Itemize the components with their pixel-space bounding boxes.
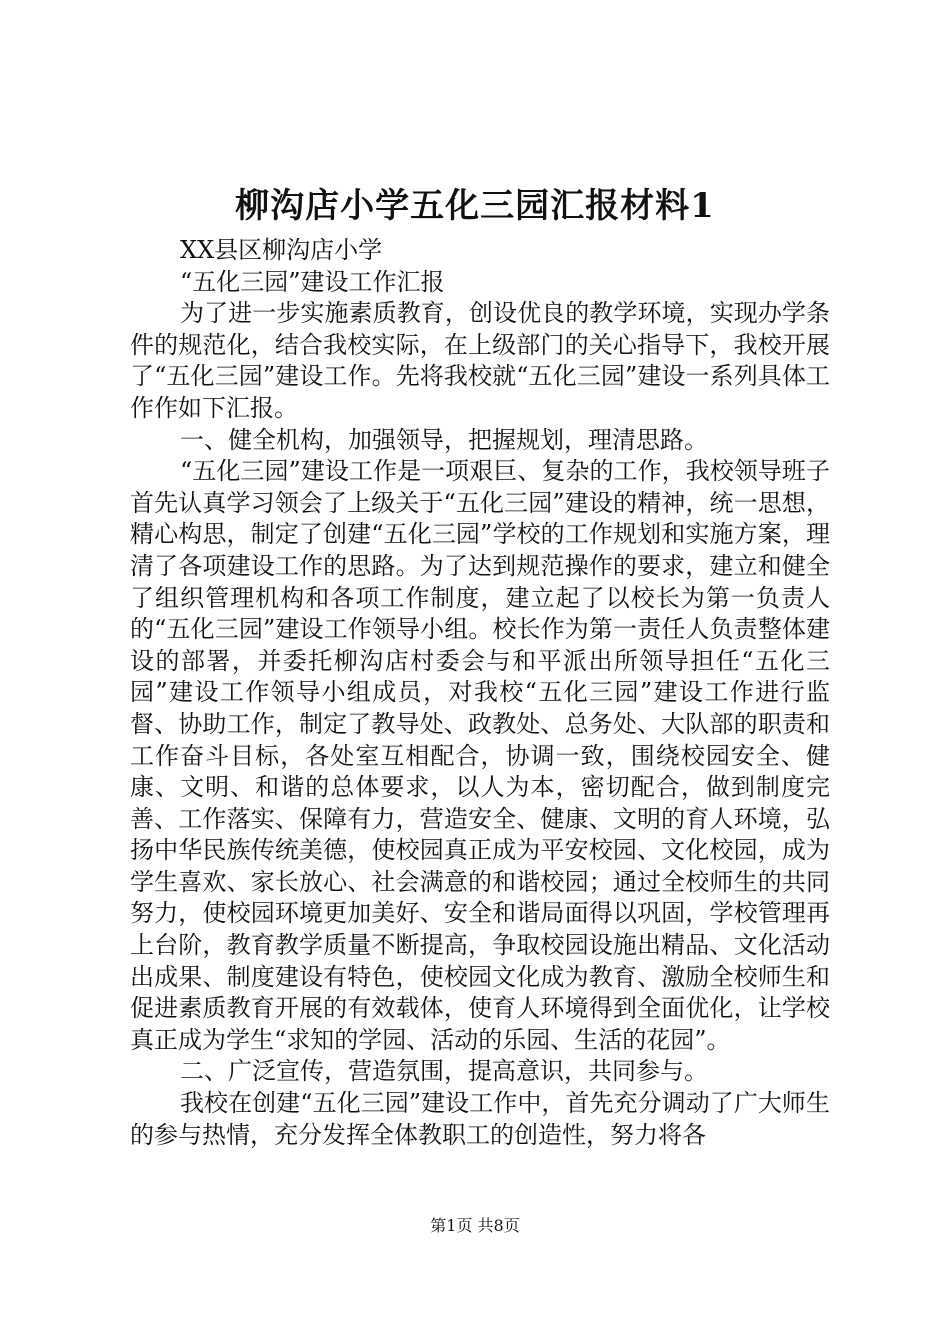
document-body: [130, 235, 830, 1151]
intro-paragraph: 为了进一步实施素质教育，创设优良的教学环境，实现办学条件的规范化，结合我校实际，在上级部门的关心指导下，我校开展了“五化三园”建设工作。先将我校就“五化三园”建设一系列具体工作作如下汇报。: [130, 299, 830, 422]
document-title: 柳沟店小学五化三园汇报材料1: [235, 186, 715, 226]
section-heading-1: 一、健全机构，加强领导，把握规划，理清思路。: [180, 425, 708, 454]
section-2-paragraph: 我校在创建“五化三园”建设工作中，首先充分调动了广大师生的参与热情，充分发挥全体教职工的创造性，努力将各: [130, 1089, 830, 1149]
page-footer: 第1页 共8页: [430, 1216, 520, 1235]
school-name-line: XX县区柳沟店小学: [180, 236, 383, 264]
report-subtitle-line: “五化三园”建设工作汇报: [180, 267, 445, 296]
section-1-paragraph: “五化三园”建设工作是一项艰巨、复杂的工作，我校领导班子首先认真学习领会了上级关于“五化三园”建设的精神，统一思想，精心构思，制定了创建“五化三园”学校的工作规划和实施方案，理清了各项建设工作的思路。为了达到规范操作的要求，建立和健全了组织管理机构和各项工作制度，建立起了以校长为第一负责人的“五化三园”建设工作领导小组。校长作为第一责任人负责整体建设的部署，并委托柳沟店村委会与和平派出所领导担任“五化三园”建设工作领导小组成员，对我校“五化三园”建设工作进行监督、协助工作，制定了教导处、政教处、总务处、大队部的职责和工作奋斗目标，各处室互相配合，协调一致，围绕校园安全、健康、文明、和谐的总体要求，以人为本，密切配合，做到制度完善、工作落实、保障有力，营造安全、健康、文明的育人环境，弘扬中华民族传统美德，使校园真正成为平安校园、文化校园，成为学生喜欢、家长放心、社会满意的和谐校园；通过全校师生的共同努力，使校园环境更加美好、安全和谐局面得以巩固，学校管理再上台阶，教育教学质量不断提高，争取校园设施出精品、文化活动出成果、制度建设有特色，使校园文化成为教育、激励全校师生和促进素质教育开展的有效载体，使育人环境得到全面优化，让学校真正成为学生“求知的学园、活动的乐园、生活的花园”。: [130, 457, 830, 1054]
section-heading-2: 二、广泛宣传，营造氛围，提高意识，共同参与。: [180, 1057, 708, 1086]
